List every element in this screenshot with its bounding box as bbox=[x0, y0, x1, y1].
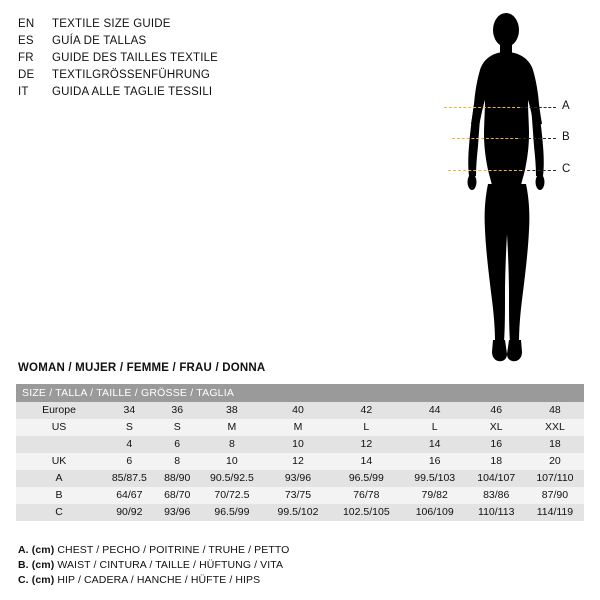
cell: 38 bbox=[198, 402, 266, 419]
cell: 4 bbox=[102, 436, 157, 453]
language-code-es: ES bbox=[18, 35, 34, 47]
cell: 16 bbox=[467, 436, 526, 453]
cell: 14 bbox=[403, 436, 467, 453]
row-label-us-numeric bbox=[16, 436, 102, 453]
note-b-text: WAIST / CINTURA / TAILLE / HÜFTUNG / VITA bbox=[57, 559, 284, 571]
note-b-key: B. (cm) bbox=[18, 559, 55, 571]
cell: L bbox=[330, 419, 403, 436]
cell: 99.5/103 bbox=[403, 470, 467, 487]
cell: 90.5/92.5 bbox=[198, 470, 266, 487]
language-code-en: EN bbox=[18, 18, 35, 30]
cell: S bbox=[157, 419, 198, 436]
note-a bbox=[18, 543, 578, 558]
language-text-es: GUÍA DE TALLAS bbox=[52, 35, 147, 47]
measure-leader-c bbox=[522, 170, 556, 171]
cell: 90/92 bbox=[102, 504, 157, 521]
row-label-us: US bbox=[16, 419, 102, 436]
cell: 36 bbox=[157, 402, 198, 419]
table-row bbox=[16, 419, 584, 436]
cell: 106/109 bbox=[403, 504, 467, 521]
language-text-fr: GUIDE DES TAILLES TEXTILE bbox=[52, 52, 219, 64]
cell: 10 bbox=[198, 453, 266, 470]
language-text-de: TEXTILGRÖSSENFÜHRUNG bbox=[52, 69, 210, 81]
cell: 68/70 bbox=[157, 487, 198, 504]
cell: 107/110 bbox=[526, 470, 584, 487]
cell: 88/90 bbox=[157, 470, 198, 487]
measurement-notes bbox=[18, 543, 578, 588]
cell: 96.5/99 bbox=[330, 470, 403, 487]
cell: 96.5/99 bbox=[198, 504, 266, 521]
cell: 48 bbox=[526, 402, 584, 419]
row-label-b: B bbox=[16, 487, 102, 504]
cell: 93/96 bbox=[266, 470, 330, 487]
cell: 70/72.5 bbox=[198, 487, 266, 504]
table-row bbox=[16, 402, 584, 419]
row-label-a: A bbox=[16, 470, 102, 487]
cell: 87/90 bbox=[526, 487, 584, 504]
table-row bbox=[16, 504, 584, 521]
measure-label-b: B bbox=[562, 131, 570, 143]
language-list bbox=[18, 16, 318, 101]
cell: 14 bbox=[330, 453, 403, 470]
cell: 42 bbox=[330, 402, 403, 419]
language-row-es bbox=[18, 33, 318, 50]
cell: 18 bbox=[526, 436, 584, 453]
measure-leader-a bbox=[520, 107, 556, 108]
measure-leader-b bbox=[518, 138, 556, 139]
size-table bbox=[16, 384, 584, 521]
cell: XXL bbox=[526, 419, 584, 436]
measure-line-a bbox=[444, 107, 520, 108]
note-c-text: HIP / CADERA / HANCHE / HÜFTE / HIPS bbox=[57, 574, 261, 586]
language-row-fr bbox=[18, 50, 318, 67]
silhouette-icon bbox=[430, 8, 590, 368]
row-label-uk: UK bbox=[16, 453, 102, 470]
cell: 6 bbox=[102, 453, 157, 470]
cell: S bbox=[102, 419, 157, 436]
language-code-it: IT bbox=[18, 86, 29, 98]
language-text-it: GUIDA ALLE TAGLIE TESSILI bbox=[52, 86, 213, 98]
note-a-key: A. (cm) bbox=[18, 544, 55, 556]
cell: L bbox=[403, 419, 467, 436]
language-text-en: TEXTILE SIZE GUIDE bbox=[52, 18, 171, 30]
cell: 12 bbox=[330, 436, 403, 453]
note-b bbox=[18, 558, 578, 573]
cell: 64/67 bbox=[102, 487, 157, 504]
measure-label-a: A bbox=[562, 100, 570, 112]
measure-line-c bbox=[448, 170, 522, 171]
language-row-it bbox=[18, 84, 318, 101]
row-label-c: C bbox=[16, 504, 102, 521]
table-header-row bbox=[16, 384, 584, 402]
cell: M bbox=[198, 419, 266, 436]
language-code-fr: FR bbox=[18, 52, 34, 64]
table-row bbox=[16, 470, 584, 487]
cell: 46 bbox=[467, 402, 526, 419]
note-c-key: C. (cm) bbox=[18, 574, 55, 586]
row-label-europe: Europe bbox=[16, 402, 102, 419]
measure-line-b bbox=[452, 138, 518, 139]
cell: 44 bbox=[403, 402, 467, 419]
cell: 104/107 bbox=[467, 470, 526, 487]
language-code-de: DE bbox=[18, 69, 35, 81]
cell: 40 bbox=[266, 402, 330, 419]
cell: 12 bbox=[266, 453, 330, 470]
cell: 10 bbox=[266, 436, 330, 453]
female-silhouette-figure bbox=[430, 8, 590, 368]
cell: 110/113 bbox=[467, 504, 526, 521]
cell: 79/82 bbox=[403, 487, 467, 504]
cell: 20 bbox=[526, 453, 584, 470]
table-row bbox=[16, 487, 584, 504]
table-row bbox=[16, 436, 584, 453]
cell: 73/75 bbox=[266, 487, 330, 504]
cell: M bbox=[266, 419, 330, 436]
cell: XL bbox=[467, 419, 526, 436]
note-c bbox=[18, 573, 578, 588]
cell: 102.5/105 bbox=[330, 504, 403, 521]
cell: 93/96 bbox=[157, 504, 198, 521]
cell: 6 bbox=[157, 436, 198, 453]
table-group-title: WOMAN / MUJER / FEMME / FRAU / DONNA bbox=[18, 362, 266, 374]
measure-label-c: C bbox=[562, 163, 571, 175]
cell: 83/86 bbox=[467, 487, 526, 504]
cell: 76/78 bbox=[330, 487, 403, 504]
cell: 8 bbox=[157, 453, 198, 470]
cell: 85/87.5 bbox=[102, 470, 157, 487]
language-row-de bbox=[18, 67, 318, 84]
language-row-en bbox=[18, 16, 318, 33]
cell: 34 bbox=[102, 402, 157, 419]
note-a-text: CHEST / PECHO / POITRINE / TRUHE / PETTO bbox=[57, 544, 290, 556]
cell: 18 bbox=[467, 453, 526, 470]
cell: 8 bbox=[198, 436, 266, 453]
cell: 16 bbox=[403, 453, 467, 470]
cell: 99.5/102 bbox=[266, 504, 330, 521]
table-row bbox=[16, 453, 584, 470]
table-header-cell: SIZE / TALLA / TAILLE / GRÖSSE / TAGLIA bbox=[16, 384, 584, 402]
cell: 114/119 bbox=[526, 504, 584, 521]
